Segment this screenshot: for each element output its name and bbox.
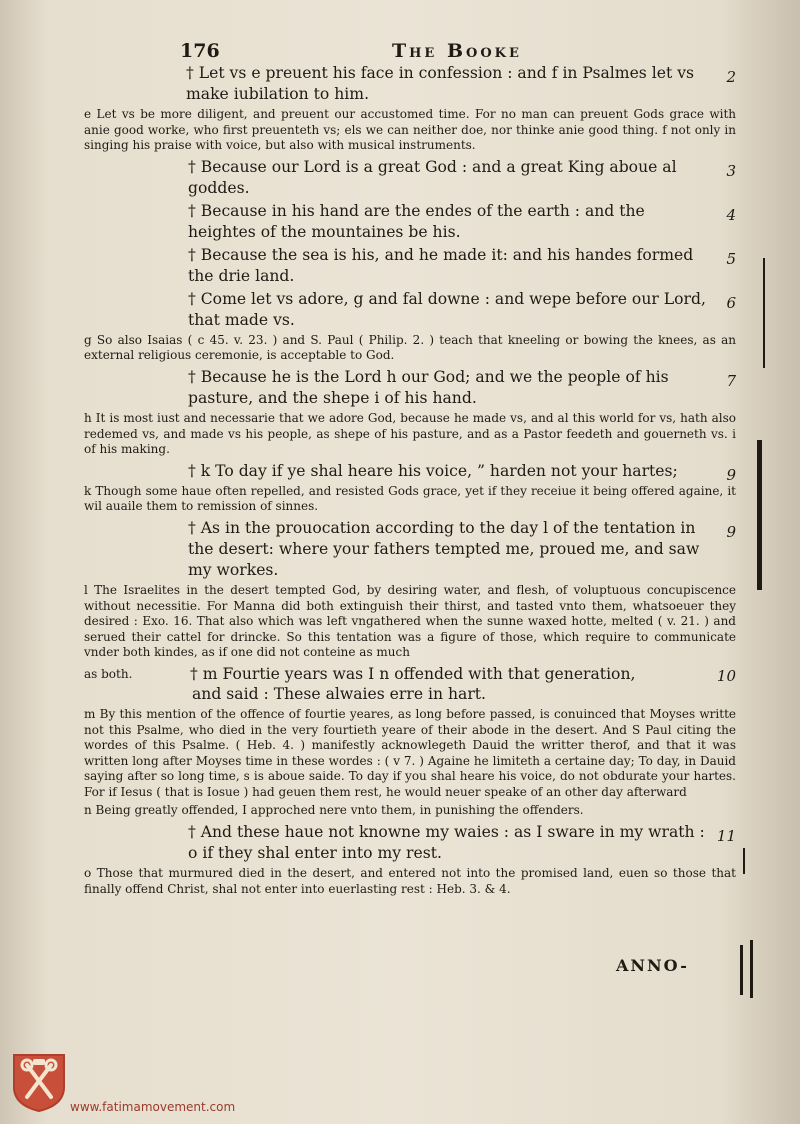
verse-text: † Because the sea is his, and he made it: and his handes formed the drie land. [188,245,694,285]
verse-9 [84,518,736,581]
note-n: n Being greatly offended, I approched nere vnto them, in punishing the offenders. [84,803,584,818]
note-g: g So also Isaias ( c 45. v. 23. ) and S. Paul ( Philip. 2. ) teach that kneeling or bowing the knees, as an external religious ceremonie, is acceptable to God. [84,332,736,363]
running-head: The Booke [392,40,522,62]
verse-number: 2 [726,68,736,86]
verse-number: 7 [726,371,736,390]
verse-7 [84,367,736,409]
note-m: m By this mention of the offence of fourtie yeares, as long before passed, is conuinced that Moyses writte not this Psalme, who died in the very fourtieth yeare of their abode in the desert. And S Paul citing the wordes of this Psalme. ( Heb. 4. ) manifestly acknowlegeth Dauid the writter therof, and that it was written long after Moyses time in these wordes : ( v 7. ) Againe he limiteth a certaine day; To day, in Dauid saying after so long time, s is aboue saide. To day if you shal heare his voice, do not obdurate your hartes. For if Iesus ( that is Iosue ) had geuen them rest, he would neuer speake of an other day afterward [84,706,736,799]
footer-url: www.fatimamovement.com [70,1100,236,1114]
page-number: 176 [180,40,220,62]
verse-11 [84,822,736,864]
verse-number: 11 [716,827,736,846]
verse-text: † Let vs e preuent his face in confession : and f in Psalmes let vs make iubilation to him. [186,64,695,103]
verse-2 [84,63,736,105]
papal-keys-logo-icon [12,1053,66,1113]
verse-number: 9 [726,465,736,484]
verse-6 [84,289,736,331]
verse-4 [84,201,736,243]
note-l-tail: as both. [84,666,133,681]
verse-text: † k To day if ye shal heare his voice, ” harden not your hartes; [188,461,678,480]
verse-10 [190,664,736,685]
verse-text: † Come let vs adore, g and fal downe : and wepe before our Lord, that made vs. [188,289,706,329]
margin-line-mark [743,848,745,874]
page-content [84,62,736,900]
verse-text: † And these haue not knowne my waies : as I sware in my wrath : o if they shal enter into my rest. [188,823,705,863]
verse-5 [84,245,736,287]
verse-text: † Because he is the Lord h our God; and we the people of his pasture, and the shepe i of his hand. [188,367,669,407]
verse-number: 5 [726,249,736,268]
verse-number: 4 [726,205,736,224]
margin-line-mark [750,940,753,998]
note-k: k Though some haue often repelled, and resisted Gods grace, yet if they receiue it being offered againe, it wil auaile them to remission of sinnes. [84,483,736,514]
verse-number: 9 [726,522,736,541]
verse-text: † m Fourtie years was I n offended with that generation, [190,664,636,683]
verse-text: † As in the prouocation according to the day l of the tentation in the desert: where your fathers tempted me, proued me, and saw my workes. [188,518,700,579]
verse-text: † Because in his hand are the endes of the earth : and the heightes of the mountaines be his. [188,201,645,241]
note-o: o Those that murmured died in the desert, and entered not into the promised land, euen so those that finally offend Christ, shal not enter into euerlasting rest : Heb. 3. & 4. [84,866,736,896]
note-h: h It is most iust and necessarie that we adore God, because he made vs, and al this world for vs, hath also redemed vs, and made vs his people, as shepe of his pasture, and as a Pastor feedeth and gouerneth vs. i of his making. [84,410,736,457]
note-l-tail-with-verse-10 [84,664,736,684]
verse-number: 6 [726,293,736,312]
note-e: e Let vs be more diligent, and preuent our accustomed time. For no man can preuent Gods grace with anie good worke, who first preuenteth vs; els we can neither doe, nor thinke anie good thing. f not only in singing his praise with voice, but also with musical instruments. [84,107,736,153]
verse-text: † Because our Lord is a great God : and a great King aboue al goddes. [188,157,677,197]
margin-line-mark [763,258,765,368]
verse-3 [84,157,736,199]
margin-line-mark [757,440,762,590]
note-l: l The Israelites in the desert tempted God, by desiring water, and flesh, of voluptuous concupiscence without necessitie. For Manna did both extinguish their thirst, and tasted vnto them, whatsoeuer they desired : Exo. 16. That also which was left vngathered when the sunne waxed hotte, melted ( v. 21. ) and serued their cattel for drincke. So this tentation was a figure of those, which require to communicate vnder both kindes, as if one did not conteine as much [84,582,736,660]
catchword: ANNO- [616,956,689,975]
page-header [180,40,740,64]
verse-10-continued [84,684,736,705]
verse-text: and said : These alwaies erre in hart. [192,684,487,703]
verse-8 [84,461,736,482]
verse-number: 10 [716,666,736,685]
verse-number: 3 [726,161,736,180]
margin-line-mark [740,945,743,995]
